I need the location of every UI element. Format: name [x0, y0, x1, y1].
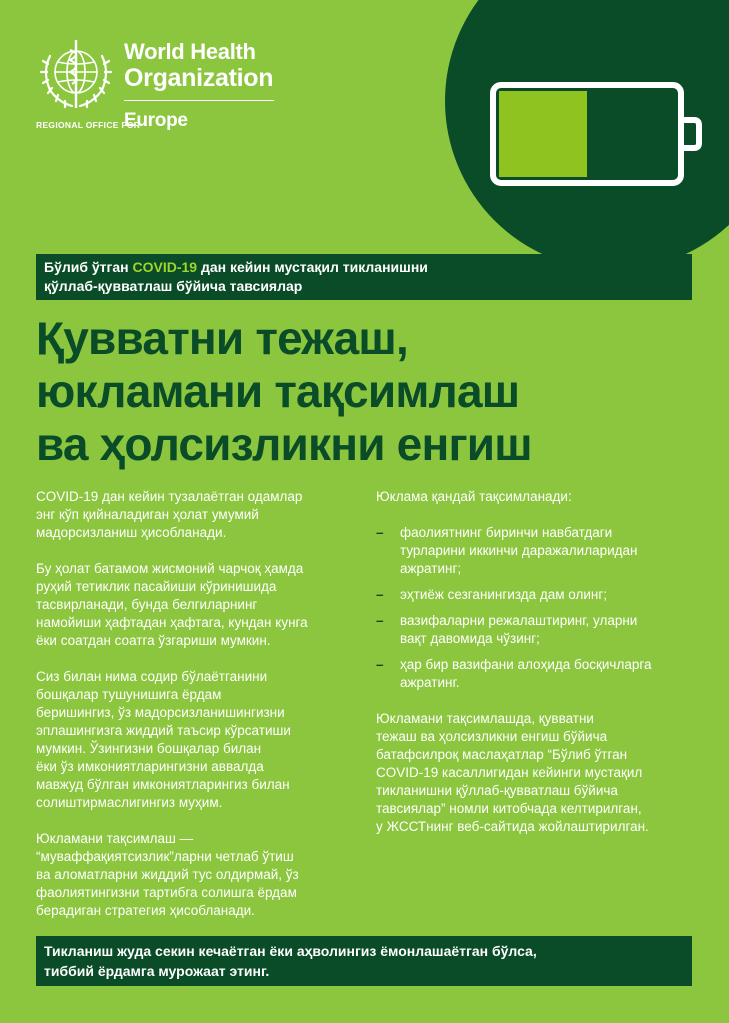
tips-list: [376, 524, 701, 692]
title-line: юкламани тақсимлаш: [36, 365, 520, 417]
battery-half-icon: [490, 82, 702, 186]
org-name-line2: Organization: [124, 64, 274, 92]
dash-bullet: –: [376, 587, 384, 602]
who-logo: [36, 38, 276, 134]
body-paragraph: COVID-19 дан кейин тузалаётган одамлар энг кўп қийналадиган ҳолат умумий мадорсизланиш ҳисобланади.: [36, 489, 303, 540]
subtitle-banner: [36, 254, 692, 300]
covid-highlight: COVID-19: [132, 259, 198, 275]
body-paragraph: Бу ҳолат батамом жисмоний чарчоқ ҳамда руҳий тетиклик пасайиши кўринишида тасвирланади, бунда белгиларнинг намойиши ҳафтадан ҳафтага, кундан кунга ёки соатдан соатга ўзгариши мумкин.: [36, 561, 308, 648]
logo-divider: [124, 100, 274, 101]
closing-paragraph: Юкламани тақсимлашда, қувватни тежаш ва ҳолсизликни енгиш бўйича батафсилроқ маслаҳатлар “Бўлиб ўтган COVID-19 касаллигидан кейинги мустақил тикланишни қўллаб-қувватлаш бўйича тавсиялар” номли китобчада келтирилган, у ЖССТнинг веб-сайтида жойлаштирилган.: [376, 711, 649, 834]
list-item: – эҳтиёж сезганингизда дам олинг;: [376, 587, 608, 602]
footer-line: тиббий ёрдамга мурожаат этинг.: [44, 963, 270, 979]
list-item: – вазифаларни режалаштиринг, уларни вақт давомида чўзинг;: [376, 613, 638, 646]
title-line: ва ҳолсизликни енгиш: [36, 418, 532, 470]
banner-line-1: Бўлиб ўтган COVID-19 дан кейин мустақил тикланишни: [44, 259, 428, 275]
regional-office-label: REGIONAL OFFICE FOR: [36, 120, 141, 130]
list-item: – фаолиятнинг биринчи навбатдаги турларини иккинчи даражалиларидан ажратинг;: [376, 525, 638, 576]
right-column: [376, 488, 701, 854]
body-paragraph: Сиз билан нима содир бўлаётганини бошқалар тушунишига ёрдам беришингиз, ўз мадорсизланишингизни эплашингизга жиддий таъсир кўрсатиши мумкин. Ўзингизни бошқалар билан ёки ўз имкониятларингизни аввалда мавжуд бўлган имкониятларингиз билан солиштирмаслигингиз муҳим.: [36, 669, 291, 810]
footer-banner: [36, 936, 692, 986]
left-column: [36, 488, 354, 938]
title-line: Қувватни тежаш,: [36, 312, 408, 364]
battery-fill-level: [499, 91, 587, 177]
org-name-line1: World Health: [124, 39, 256, 64]
dash-bullet: –: [376, 613, 384, 628]
dash-bullet: –: [376, 525, 384, 540]
dash-bullet: –: [376, 657, 384, 672]
page-title: [36, 312, 696, 471]
banner-line-2: қўллаб-қувватлаш бўйича тавсиялар: [44, 278, 303, 294]
list-item: – ҳар бир вазифани алоҳида босқичларга ажратинг.: [376, 657, 652, 690]
body-paragraph: Юкламани тақсимлаш — “муваффақиятсизлик”ларни четлаб ўтиш ва аломатларни жиддий тус олдирмай, ўз фаолиятингизни тартибга солишга ёрдам берадиган стратегия ҳисобланади.: [36, 831, 299, 918]
who-emblem-icon: [36, 38, 116, 114]
footer-line: Тикланиш жуда секин кечаётган ёки аҳволингиз ёмонлашаётган бўлса,: [44, 943, 537, 959]
region-name: Europe: [124, 110, 188, 131]
list-intro: Юклама қандай тақсимланади:: [376, 489, 572, 504]
